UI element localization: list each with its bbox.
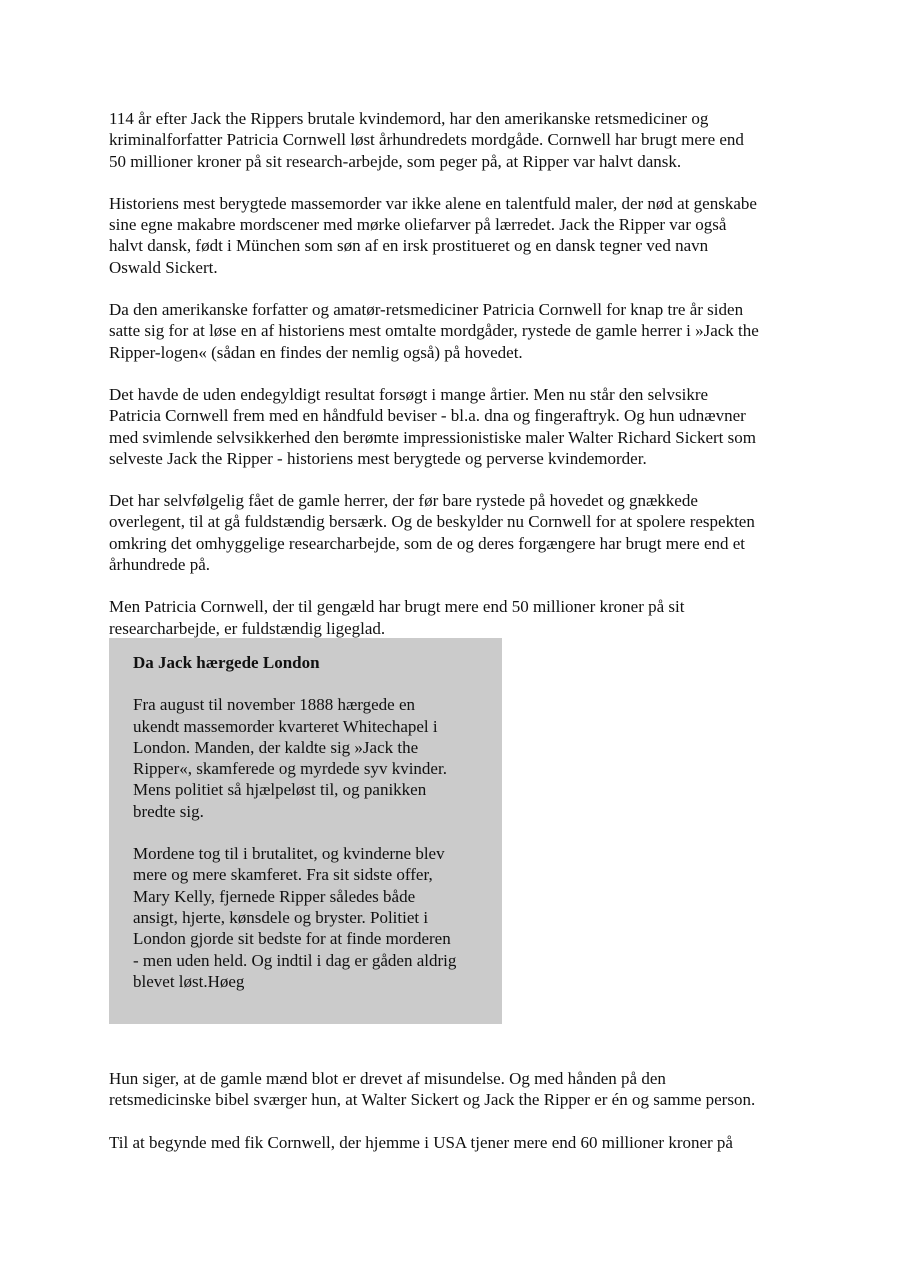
sidebar-title: Da Jack hærgede London	[133, 653, 320, 672]
paragraph-intro: 114 år efter Jack the Rippers brutale kvindemord, har den amerikanske retsmediciner og kriminalforfatter Patricia Cornwell løst århundredets mordgåde. Cornwell har brugt mere end 50 millioner kroner på sit research-arbejde, som peger på, at Ripper var halvt dansk.	[109, 109, 744, 171]
paragraph-painter: Historiens mest berygtede massemorder var ikke alene en talentfuld maler, der nød at genskabe sine egne makabre mordscener med mørke oliefarver på lærredet. Jack the Ripper var også halvt dansk, født i München som søn af en irsk prostitueret og en dansk tegner ved navn Oswald Sickert.	[109, 193, 757, 277]
paragraph-reaction: Det har selvfølgelig fået de gamle herrer, der før bare rystede på hovedet og gnækkede overlegent, til at gå fuldstændig bersærk. Og de beskylder nu Cornwell for at spolere respekten omkring det omhyggelige researcharbejde, som de og deres forgængere har brugt mere end et århundrede på.	[109, 491, 755, 575]
paragraph-envy: Hun siger, at de gamle mænd blot er drevet af misundelse. Og med hånden på den retsmedicinske bibel sværger hun, at Walter Sickert og Jack the Ripper er én og samme person.	[109, 1069, 756, 1110]
article-body-continued	[109, 1068, 799, 1153]
paragraph-indifferent: Men Patricia Cornwell, der til gengæld har brugt mere end 50 millioner kroner på sit researcharbejde, er fuldstændig ligeglad.	[109, 597, 685, 638]
article-body	[109, 108, 799, 639]
paragraph-evidence: Det havde de uden endegyldigt resultat forsøgt i mange årtier. Men nu står den selvsikre Patricia Cornwell frem med en håndfuld beviser - bl.a. dna og fingeraftryk. Og hun udnævner med svimlende selvsikkerhed den berømte impressionistiske maler Walter Richard Sickert som selveste Jack the Ripper - historiens mest berygtede og perverse kvindemorder.	[109, 384, 756, 468]
sidebar-paragraph: Fra august til november 1888 hærgede en ukendt massemorder kvarteret Whitechapel i London. Manden, der kaldte sig »Jack the Ripper«, skamferede og myrdede syv kvinder. Mens politiet så hjælpeløst til, og panikken bredte sig.	[133, 695, 447, 821]
paragraph-beginning: Til at begynde med fik Cornwell, der hjemme i USA tjener mere end 60 millioner kroner på	[109, 1132, 733, 1152]
sidebar-paragraph: Mordene tog til i brutalitet, og kvinderne blev mere og mere skamferet. Fra sit sidste offer, Mary Kelly, fjernede Ripper således både ansigt, hjerte, kønsdele og bryster. Politiet i London gjorde sit bedste for at finde morderen - men uden held. Og indtil i dag er gåden aldrig blevet løst.Høeg	[133, 844, 457, 991]
paragraph-ripper-logen: Da den amerikanske forfatter og amatør-retsmediciner Patricia Cornwell for knap tre år siden satte sig for at løse en af historiens mest omtalte mordgåder, rystede de gamle herrer i »Jack the Ripper-logen« (sådan en findes der nemlig også) på hovedet.	[109, 300, 759, 362]
sidebar-box	[109, 638, 502, 1024]
